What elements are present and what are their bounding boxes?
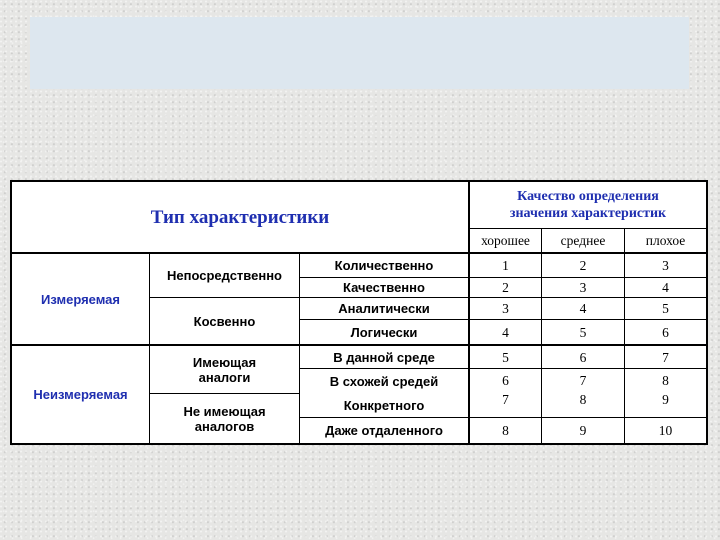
group-unmeasurable: Неизмеряемая xyxy=(33,387,128,402)
grade-bad-cell: 8 xyxy=(662,372,669,388)
characteristics-table xyxy=(10,180,708,445)
method-cell: Конкретного xyxy=(343,398,425,413)
header-grade-good: хорошее xyxy=(481,233,530,248)
header-grade-bad: плохое xyxy=(645,233,686,248)
grade-good-cell: 2 xyxy=(502,280,509,295)
header-grade-medium: среднее xyxy=(560,233,606,248)
grade-medium-cell: 6 xyxy=(579,349,587,365)
grade-good-cell: 1 xyxy=(502,258,509,273)
grade-medium-cell: 8 xyxy=(579,391,587,407)
subgroup-direct: Непосредственно xyxy=(166,268,282,283)
grade-good-cell: 6 xyxy=(502,372,509,388)
grade-good-cell: 8 xyxy=(502,423,509,438)
grade-medium-cell: 4 xyxy=(579,301,587,316)
grade-bad-cell: 7 xyxy=(662,349,669,365)
grade-bad-cell: 3 xyxy=(662,258,669,273)
grade-good-cell: 7 xyxy=(502,391,509,407)
method-cell: Количественно xyxy=(334,258,434,273)
grade-medium-cell: 7 xyxy=(579,372,587,388)
header-characteristic-type: Тип характеристики xyxy=(150,206,330,228)
grade-bad-cell: 10 xyxy=(658,423,673,438)
subgroup-no-analogs: Не имеющая аналогов xyxy=(183,403,266,434)
group-measurable: Измеряемая xyxy=(40,291,120,307)
grade-good-cell: 4 xyxy=(502,324,509,340)
grade-bad-cell: 6 xyxy=(662,324,669,340)
grade-medium-cell: 9 xyxy=(579,423,587,438)
grade-medium-cell: 3 xyxy=(579,280,587,295)
method-cell: В схожей средей xyxy=(329,373,439,389)
subgroup-indirect: Косвенно xyxy=(193,313,256,329)
grade-medium-cell: 5 xyxy=(579,324,587,340)
grade-bad-cell: 9 xyxy=(662,391,669,407)
method-cell: Даже отдаленного xyxy=(325,423,443,438)
method-cell: В данной среде xyxy=(333,349,435,365)
grade-medium-cell: 2 xyxy=(579,258,587,273)
header-quality: Качество определения значения характеристик xyxy=(509,189,667,221)
method-cell: Качественно xyxy=(343,280,425,295)
method-cell: Логически xyxy=(350,324,418,340)
grade-bad-cell: 5 xyxy=(662,301,669,316)
subgroup-with-analogs: Имеющая аналоги xyxy=(192,354,257,385)
grade-good-cell: 5 xyxy=(502,349,509,365)
grade-good-cell: 3 xyxy=(502,301,509,316)
method-cell: Аналитически xyxy=(338,301,430,316)
title-bar xyxy=(30,17,689,89)
grade-bad-cell: 4 xyxy=(662,280,669,295)
